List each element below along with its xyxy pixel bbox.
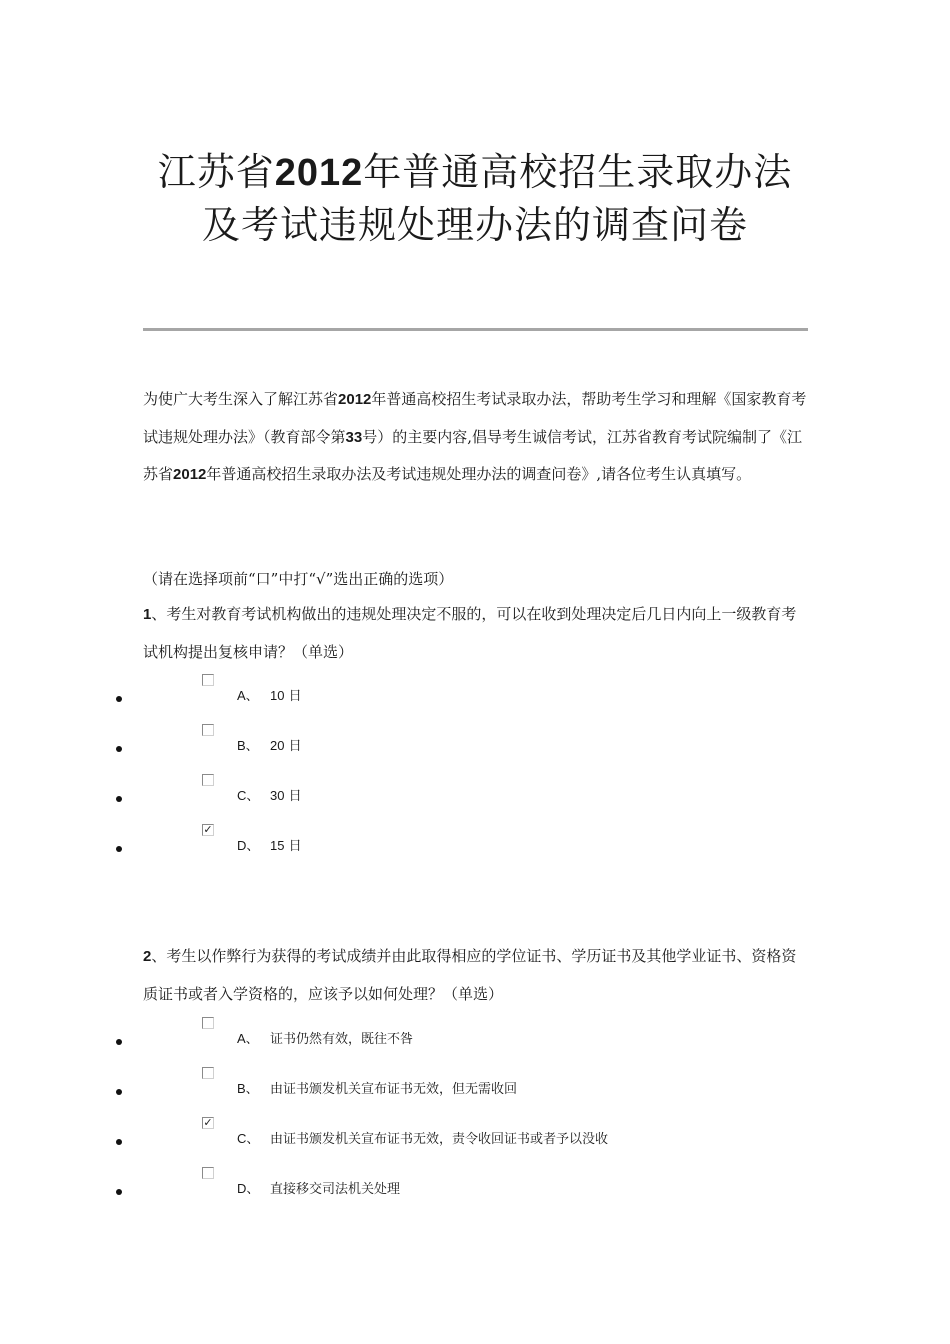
bullet-icon [116, 696, 122, 702]
intro-paragraph: 为使广大考生深入了解江苏省2012年普通高校招生考试录取办法，帮助考生学习和理解《国家教育考试违规处理办法》（教育部令第33号）的主要内容,倡导考生诚信考试，江苏省教育考试院编制了《江苏省2012年普通高校招生录取办法及考试违规处理办法的调查问卷》,请各位考生认真填写。 [143, 390, 807, 483]
q2-option-d [0, 1181, 950, 1211]
option-text: 15 日 [270, 838, 302, 854]
option-letter: C、 [237, 788, 260, 803]
bullet-icon [116, 1039, 122, 1045]
option-text: 20 日 [270, 738, 302, 754]
option-text: 由证书颁发机关宣布证书无效，但无需收回 [270, 1082, 518, 1097]
bullet-icon [116, 796, 122, 802]
bullet-icon [116, 1139, 122, 1145]
option-text: 证书仍然有效，既往不咎 [270, 1032, 414, 1047]
document-title-line2: 及考试违规处理办法的调查问卷 [201, 203, 748, 247]
checkbox-icon[interactable] [202, 1167, 214, 1179]
checkbox-icon[interactable]: ✓ [203, 1116, 213, 1129]
checkbox-icon[interactable] [202, 774, 214, 786]
option-letter: A、 [237, 1031, 259, 1046]
q1-option-c [0, 788, 950, 818]
option-letter: C、 [237, 1131, 260, 1146]
checkbox-icon[interactable] [202, 674, 214, 686]
option-letter: D、 [237, 838, 260, 853]
checkbox-icon[interactable] [202, 1067, 214, 1079]
option-text: 30 日 [270, 788, 302, 804]
option-letter: A、 [237, 688, 259, 703]
q1-option-d [0, 823, 950, 868]
bullet-icon [116, 846, 122, 852]
q2-option-c [0, 1116, 950, 1161]
bullet-icon [116, 746, 122, 752]
question-2-text: 2、考生以作弊行为获得的考试成绩并由此取得相应的学位证书、学历证书及其他学业证书、资格资质证书或者入学资格的，应该予以如何处理？（单选） [143, 947, 797, 1003]
option-letter: B、 [237, 1081, 259, 1096]
document-title-line1: 江苏省2012年普通高校招生录取办法 [157, 150, 793, 194]
checkbox-icon[interactable] [202, 1017, 214, 1029]
q2-option-b [0, 1081, 950, 1111]
q1-option-a [0, 688, 950, 718]
checkbox-icon[interactable]: ✓ [203, 823, 213, 836]
instruction-text: （请在选择项前“口”中打“√”选出正确的选项） [143, 570, 454, 588]
q1-option-b [0, 738, 950, 768]
q2-option-a [0, 1031, 950, 1061]
checkbox-icon[interactable] [202, 724, 214, 736]
option-letter: B、 [237, 738, 259, 753]
bullet-icon [116, 1189, 122, 1195]
bullet-icon [116, 1089, 122, 1095]
question-1-text: 1、考生对教育考试机构做出的违规处理决定不服的，可以在收到处理决定后几日内向上一级教育考试机构提出复核申请？（单选） [143, 605, 797, 661]
option-text: 10 日 [270, 688, 302, 704]
option-text: 由证书颁发机关宣布证书无效，责令收回证书或者予以没收 [270, 1132, 609, 1147]
option-text: 直接移交司法机关处理 [270, 1182, 401, 1197]
option-letter: D、 [237, 1181, 260, 1196]
title-divider [143, 328, 808, 331]
